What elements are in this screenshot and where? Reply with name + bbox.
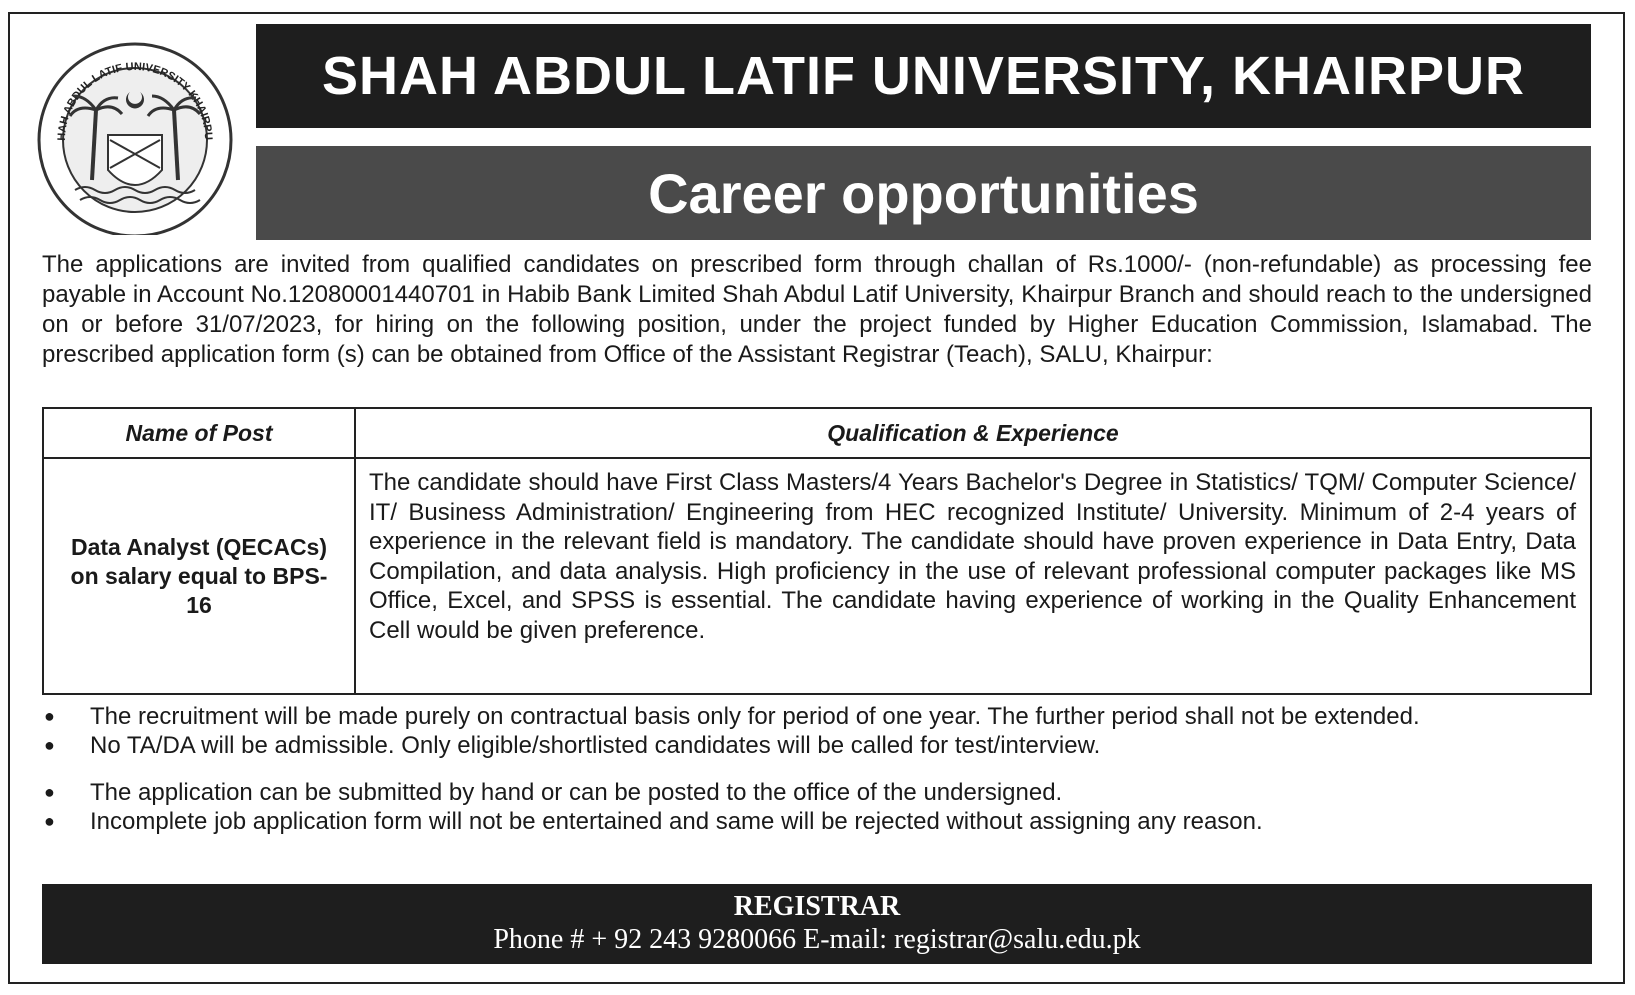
university-title: SHAH ABDUL LATIF UNIVERSITY, KHAIRPUR <box>321 46 1526 106</box>
page-subtitle: Career opportunities <box>648 161 1199 225</box>
career-opportunities-banner <box>256 146 1591 240</box>
registrar-title: REGISTRAR <box>733 891 901 922</box>
list-item: ● No TA/DA will be admissible. Only eligible/shortlisted candidates will be called for test/interview. <box>42 731 1562 760</box>
university-title-banner <box>256 24 1591 128</box>
terms-list <box>42 702 1562 836</box>
table-row-post <box>44 459 354 693</box>
university-seal-logo <box>30 40 240 235</box>
table-row-qualification: The candidate should have First Class Masters/4 Years Bachelor's Degree in Statistics/ TQM/ Computer Science/ IT/ Business Administration/ Engineering from HEC recognized Institute/ University. Minimum of 2-4 years of experience in the relevant field is mandatory. The candidate should have proven experience in Data Entry, Data Compilation, and data analysis. High proficiency in the use of relevant professional computer packages like MS Office, Excel, and SPSS is essential. The candidate having experience of working in the Quality Enhancement Cell would be given preference. <box>369 469 1576 644</box>
seal-arc-text: HAH ABDUL LATIF UNIVERSITY KHAIRPU <box>55 60 215 141</box>
intro-paragraph: The applications are invited from qualified candidates on prescribed form through challan of Rs.1000/- (non-refundable) as processing fee payable in Account No.12080001440701 in Habib Bank Limited Shah Abdul Latif University, Khairpur Branch and should reach to the undersigned on or before 31/07/2023, for hiring on the following position, under the project funded by Higher Education Commission, Islamabad. The prescribed application form (s) can be obtained from Office of the Assistant Registrar (Teach), SALU, Khairpur: <box>42 251 1592 368</box>
list-item: ● Incomplete job application form will not be entertained and same will be rejected without assigning any reason. <box>42 807 1562 836</box>
registrar-footer <box>42 884 1592 964</box>
list-item: ● The recruitment will be made purely on contractual basis only for period of one year. The further period shall not be extended. <box>42 702 1562 731</box>
positions-table <box>42 407 1592 695</box>
post-name: Data Analyst (QECACs) on salary equal to BPS-16 <box>70 533 328 618</box>
column-header-qualification: Qualification & Experience <box>827 419 1119 446</box>
list-item: ● The application can be submitted by hand or can be posted to the office of the undersigned. <box>42 778 1562 807</box>
registrar-contact: Phone # + 92 243 9280066 E-mail: registrar@salu.edu.pk <box>493 924 1141 955</box>
column-header-post: Name of Post <box>125 419 273 446</box>
